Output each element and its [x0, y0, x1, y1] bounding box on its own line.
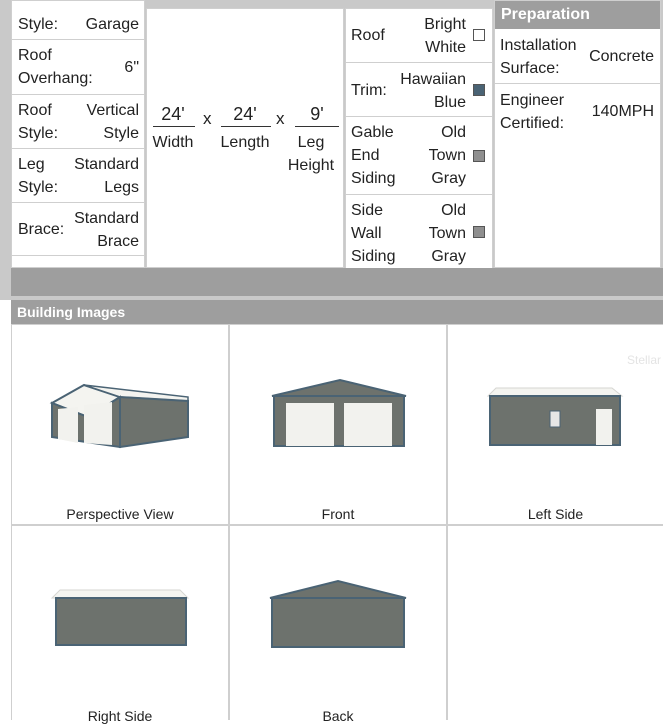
leg-height-value: 9' [310, 104, 324, 124]
dimension-separator: x [276, 109, 285, 128]
color-row-sidewall [346, 195, 492, 269]
gable-color-swatch [473, 150, 485, 162]
left-side-view-image [448, 325, 663, 505]
prep-row-surface [495, 29, 660, 84]
roof-color-swatch [473, 29, 485, 41]
detail-row-leg-style [12, 149, 144, 203]
site-prep-header [495, 1, 660, 29]
back-view-image [230, 526, 446, 706]
front-view-image [230, 325, 446, 505]
color-value: Old Town Gray [428, 202, 466, 265]
detail-value: 6" [124, 59, 139, 76]
building-images-grid [11, 324, 663, 724]
leg-height-underline [295, 126, 339, 127]
detail-label: Style: [18, 16, 59, 33]
colors-panel [345, 8, 493, 268]
image-tile-back[interactable] [230, 526, 446, 724]
site-prep-panel [494, 0, 661, 268]
color-label: Gable End Siding [351, 124, 396, 187]
color-value: Old Town Gray [428, 124, 466, 187]
detail-label: Brace: [18, 221, 65, 238]
detail-value: Vertical Style [86, 102, 139, 142]
color-row-gable [346, 117, 492, 195]
building-details-panel [11, 0, 145, 268]
color-label: Side Wall Siding [351, 202, 396, 265]
detail-row-roof-overhang [12, 40, 144, 95]
trim-color-swatch [473, 84, 485, 96]
prep-label: Engineer Certified: [500, 92, 565, 132]
detail-value: Standard Brace [74, 210, 139, 250]
leg-height-label: Leg Height [287, 134, 335, 174]
detail-row-style [12, 1, 144, 40]
building-images-title: Building Images [17, 304, 126, 320]
detail-value: Garage [85, 16, 139, 33]
detail-label: Roof Overhang: [18, 47, 93, 87]
dimension-separator: x [203, 109, 212, 128]
color-value: Bright White [424, 16, 466, 56]
color-row-trim [346, 63, 492, 117]
image-tile-perspective[interactable] [12, 325, 228, 524]
image-label-left-side: Left Side [527, 506, 584, 522]
detail-row-brace [12, 203, 144, 256]
image-label-back: Back [322, 708, 354, 724]
image-tile-right-side[interactable] [12, 526, 228, 724]
sidewall-color-swatch [473, 226, 485, 238]
color-label: Trim: [351, 82, 387, 99]
detail-row-roof-style [12, 95, 144, 149]
perspective-view-image [12, 325, 228, 505]
length-label: Length [220, 134, 270, 151]
image-tile-front[interactable] [230, 325, 446, 524]
width-label: Width [152, 134, 194, 151]
image-label-front: Front [321, 506, 355, 522]
detail-label: Roof Style: [18, 102, 59, 142]
spec-area [0, 0, 663, 300]
site-prep-title: Preparation [501, 6, 590, 23]
color-value: Hawaiian Blue [400, 71, 466, 111]
dimensions-panel [146, 8, 344, 268]
width-underline [153, 126, 195, 127]
length-value: 24' [233, 104, 257, 124]
prep-label: Installation Surface: [500, 37, 577, 77]
prep-value: Concrete [589, 48, 654, 65]
color-row-roof [346, 9, 492, 63]
image-tile-empty [448, 526, 663, 720]
prep-row-engineer [495, 84, 660, 139]
detail-value: Standard Legs [74, 156, 139, 196]
watermark: Stellar [626, 353, 661, 367]
section-divider [11, 268, 663, 296]
image-label-perspective: Perspective View [66, 506, 174, 522]
image-tile-left-side[interactable] [448, 325, 663, 524]
building-images-header [11, 300, 663, 324]
width-value: 24' [161, 104, 185, 124]
color-label: Roof [351, 27, 385, 44]
length-underline [221, 126, 271, 127]
right-side-view-image [12, 526, 228, 706]
prep-value: 140MPH [591, 103, 654, 120]
image-label-right-side: Right Side [87, 708, 153, 724]
detail-label: Leg Style: [18, 156, 59, 196]
